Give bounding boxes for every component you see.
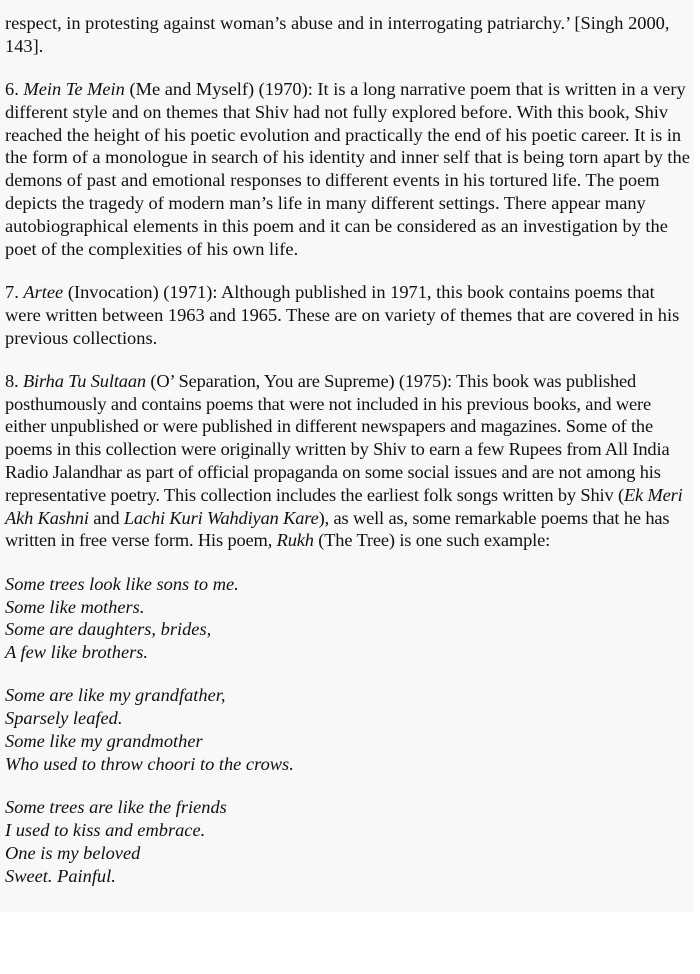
intro-paragraph [5, 12, 690, 58]
item-6-number: 6. [5, 79, 24, 100]
poem-line: Some are like my grandfather, [5, 685, 226, 706]
poem-line: Some like mothers. [5, 596, 145, 617]
poem-stanza-3 [5, 796, 690, 887]
song-title-1: Ek Meri Akh Kashni [5, 484, 683, 528]
poem-line: Sparsely leafed. [5, 708, 123, 729]
poem-line: I used to kiss and embrace. [5, 819, 206, 840]
item-8-number: 8. [5, 370, 23, 391]
item-8-and: and [88, 507, 124, 528]
poem-title: Rukh [276, 530, 314, 551]
song-title-2: Lachi Kuri Wahdiyan Kare [123, 507, 319, 528]
item-7-text: (Invocation) (1971): Although published in 1971, this book contains poems that were written between 1963 and 1965. These are on variety of themes that are covered in his previous collections. [5, 281, 680, 348]
item-6-title: Mein Te Mein [23, 79, 125, 100]
item-7-number: 7. [5, 281, 24, 302]
poem-stanza-1 [5, 573, 690, 664]
poem-line: Some trees look like sons to me. [5, 573, 239, 594]
item-6-paragraph [5, 78, 690, 260]
item-8-text-1: (O’ Separation, You are Supreme) (1975): This book was published posthumously and contains poems that were not included in his previous books, and were either unpublished or were published in different newspapers and magazines. Some of the poems in this collection were originally written by Shiv to earn a few Rupees from All India Radio Jalandhar as part of official propaganda on some social issues and are not among his representative poetry. This collection includes the earliest folk songs written by Shiv ( [5, 370, 670, 505]
poem-line: Some trees are like the friends [5, 797, 227, 818]
poem-line: Sweet. Painful. [5, 865, 116, 886]
poem-line: Some are daughters, brides, [5, 619, 212, 640]
poem-line: One is my beloved [5, 842, 141, 863]
item-8-title: Birha Tu Sultaan [22, 370, 146, 391]
poem-line: Some like my grandmother [5, 731, 203, 752]
item-7-title: Artee [23, 281, 64, 302]
item-8-text-2: ), as well as, some remarkable poems that he has written in free verse form. His poem, [5, 507, 670, 551]
item-8-text-3: (The Tree) is one such example: [313, 530, 551, 551]
poem-stanza-2 [5, 684, 690, 775]
poem-line: A few like brothers. [5, 642, 149, 663]
item-7-paragraph [5, 281, 690, 349]
item-8-paragraph [5, 370, 690, 552]
item-6-text: (Me and Myself) (1970): It is a long narrative poem that is written in a very different style and on themes that Shiv had not fully explored before. With this book, Shiv reached the height of his poetic evolution and practically the end of his poetic career. It is in the form of a monologue in search of his identity and inner self that is being torn apart by the demons of past and emotional responses to different events in his tortured life. The poem depicts the tragedy of modern man’s life in many different settings. There appear many autobiographical elements in this poem and it can be considered as an investigation by the poet of the complexities of his own life. [5, 79, 690, 259]
poem-line: Who used to throw choori to the crows. [5, 753, 294, 774]
intro-text: respect, in protesting against woman’s abuse and in interrogating patriarchy.’ [Singh 2000, 143]. [5, 13, 670, 56]
